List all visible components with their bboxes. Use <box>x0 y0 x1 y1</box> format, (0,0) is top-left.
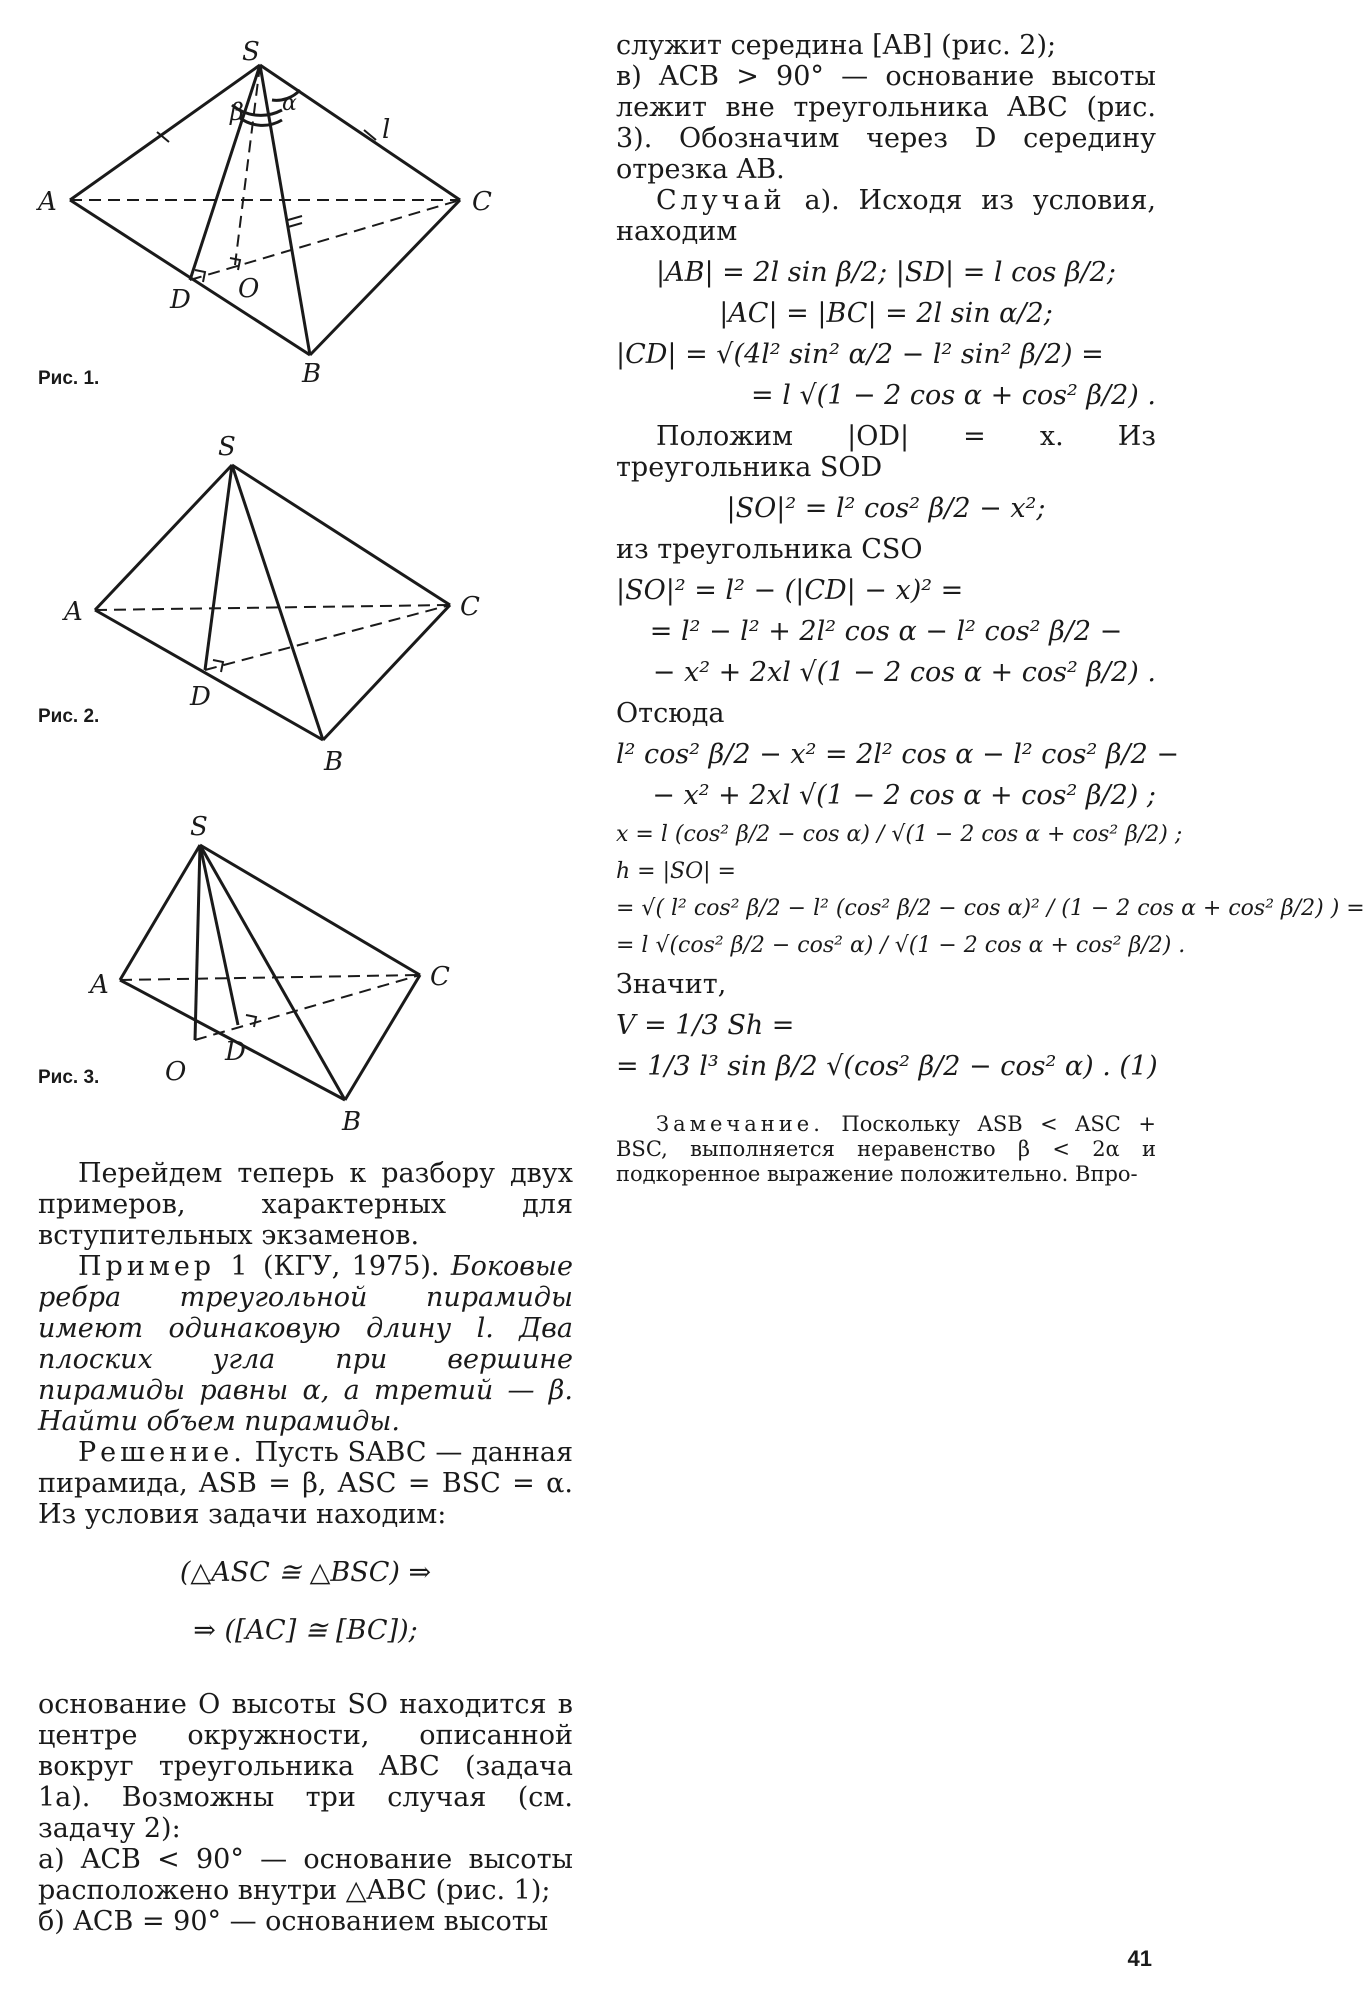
formula-volume-result: = 1/3 l³ sin β/2 √(cos² β/2 − cos² α) . (1) <box>616 1051 1158 1082</box>
example-paragraph <box>38 1251 573 1437</box>
fig3-label-d: D <box>225 1037 246 1067</box>
fig3-label-b: B <box>342 1107 362 1137</box>
remark-text: Поскольку ASB < ASC + BSC, выполняется неравенство β < 2α и подкоренное выражение положительно. Впро- <box>616 1112 1156 1186</box>
remark-paragraph <box>616 1112 1156 1187</box>
solution-text: Пусть SABC — данная пирамида, ASB = β, ASC = BSC = α. Из условия задачи находим: <box>38 1437 573 1530</box>
fig1-label-a: A <box>38 187 57 217</box>
right-column <box>616 30 1365 1208</box>
formula-h-result: = l √(cos² β/2 − cos² α) / √(1 − 2 cos α + cos² β/2) . <box>616 933 1186 958</box>
remark-label: Замечание. <box>656 1112 824 1136</box>
figure-3-caption: Рис. 3. <box>38 1067 100 1088</box>
fig1-label-o: O <box>238 274 260 304</box>
fig2-label-s: S <box>218 432 236 462</box>
fig2-label-a: A <box>64 597 83 627</box>
sod-paragraph: Положим |OD| = x. Из треугольника SOD <box>616 421 1156 483</box>
fig1-label-l: l <box>382 115 391 145</box>
hence-label: Отсюда <box>616 698 725 729</box>
figure-2-caption: Рис. 2. <box>38 706 100 727</box>
formula-so-expanded-cont: − x² + 2xl √(1 − 2 cos α + cos² β/2) . <box>652 657 1156 688</box>
figure-2-drawing <box>20 420 580 780</box>
formula-so-sod: |SO|² = l² cos² β/2 − x²; <box>726 493 1046 524</box>
page-number: 41 <box>1127 1946 1152 1971</box>
figure-3-drawing <box>20 800 580 1160</box>
fig1-label-b: B <box>302 359 322 389</box>
fig2-label-b: B <box>324 747 344 777</box>
fig2-label-d: D <box>190 682 211 712</box>
formula-so-expanded: = l² − l² + 2l² cos α − l² cos² β/2 − <box>649 616 1123 647</box>
figure-3 <box>20 800 580 1160</box>
formula-cd-result: = l √(1 − 2 cos α + cos² β/2) . <box>751 380 1156 411</box>
fig3-label-s: S <box>190 812 208 842</box>
fig1-label-beta: β <box>230 98 244 126</box>
formula-so-cso: |SO|² = l² − (|CD| − x)² = <box>616 575 964 606</box>
solution-label: Решение. <box>78 1437 246 1468</box>
fig2-label-c: C <box>460 592 480 622</box>
formula-x: x = l (cos² β/2 − cos α) / √(1 − 2 cos α + cos² β/2) ; <box>616 822 1183 847</box>
congruence-line-2: ⇒ ([AC] ≅ [BC]); <box>193 1615 418 1646</box>
fig3-label-c: C <box>430 962 450 992</box>
example-problem: Боковые ребра треугольной пирамиды имеют одинаковую длину l. Два плоских угла при вершине пирамиды равны α, а третий — β. Найти объем пирамиды. <box>38 1251 573 1437</box>
fig1-label-c: C <box>472 187 492 217</box>
formula-equation: l² cos² β/2 − x² = 2l² cos α − l² cos² β/2 − <box>616 739 1180 770</box>
case-b-line: б) ACB = 90° — основанием высоты <box>38 1906 549 1937</box>
formula-volume: V = 1/3 Sh = <box>616 1010 795 1041</box>
example-source: (КГУ, 1975). <box>251 1251 451 1282</box>
fig1-label-s: S <box>242 37 260 67</box>
therefore-label: Значит, <box>616 969 727 1000</box>
formula-ab-sd: |AB| = 2l sin β/2; |SD| = l cos β/2; <box>656 257 1116 288</box>
formula-cd: |CD| = √(4l² sin² α/2 − l² sin² β/2) = <box>616 339 1104 370</box>
figure-2 <box>20 420 580 780</box>
formula-h: = √( l² cos² β/2 − l² (cos² β/2 − cos α)² / (1 − 2 cos α + cos² β/2) ) = <box>616 896 1365 921</box>
solution-paragraph <box>38 1437 573 1530</box>
formula-equation-cont: − x² + 2xl √(1 − 2 cos α + cos² β/2) ; <box>652 780 1156 811</box>
fig3-label-a: A <box>90 970 109 1000</box>
fig1-label-d: D <box>170 285 191 315</box>
intro-paragraph: Перейдем теперь к разбору двух примеров, характерных для вступительных экзаменов. <box>38 1158 573 1251</box>
circumcenter-paragraph: основание O высоты SO находится в центре окружности, описанной вокруг треугольника ABC (задача 1а). Возможны три случая (см. задачу 2): <box>38 1689 573 1844</box>
left-column <box>38 1158 573 1937</box>
figure-1 <box>20 20 580 400</box>
fig1-label-alpha: α <box>282 91 297 116</box>
fig3-label-o: O <box>165 1057 187 1087</box>
cso-paragraph: из треугольника CSO <box>616 534 923 565</box>
case-b-continuation: служит середина [AB] (рис. 2); <box>616 30 1057 61</box>
case-c-paragraph: в) ACB > 90° — основание высоты лежит вне треугольника ABC (рис. 3). Обозначим через D середину отрезка AB. <box>616 61 1156 185</box>
case-a-line: а) ACB < 90° — основание высоты расположено внутри △ABC (рис. 1); <box>38 1844 573 1906</box>
case-a-label: Случай <box>656 185 786 216</box>
congruence-line-1: (△ASC ≅ △BSC) ⇒ <box>179 1557 432 1588</box>
figure-1-drawing <box>20 20 580 400</box>
formula-h-label: h = |SO| = <box>616 859 736 884</box>
case-a-text: а). Исходя из условия, находим <box>616 185 1156 247</box>
case-a-paragraph <box>616 185 1156 247</box>
figure-1-caption: Рис. 1. <box>38 368 100 389</box>
formula-ac-bc: |AC| = |BC| = 2l sin α/2; <box>719 298 1053 329</box>
example-label: Пример 1 <box>78 1251 252 1282</box>
